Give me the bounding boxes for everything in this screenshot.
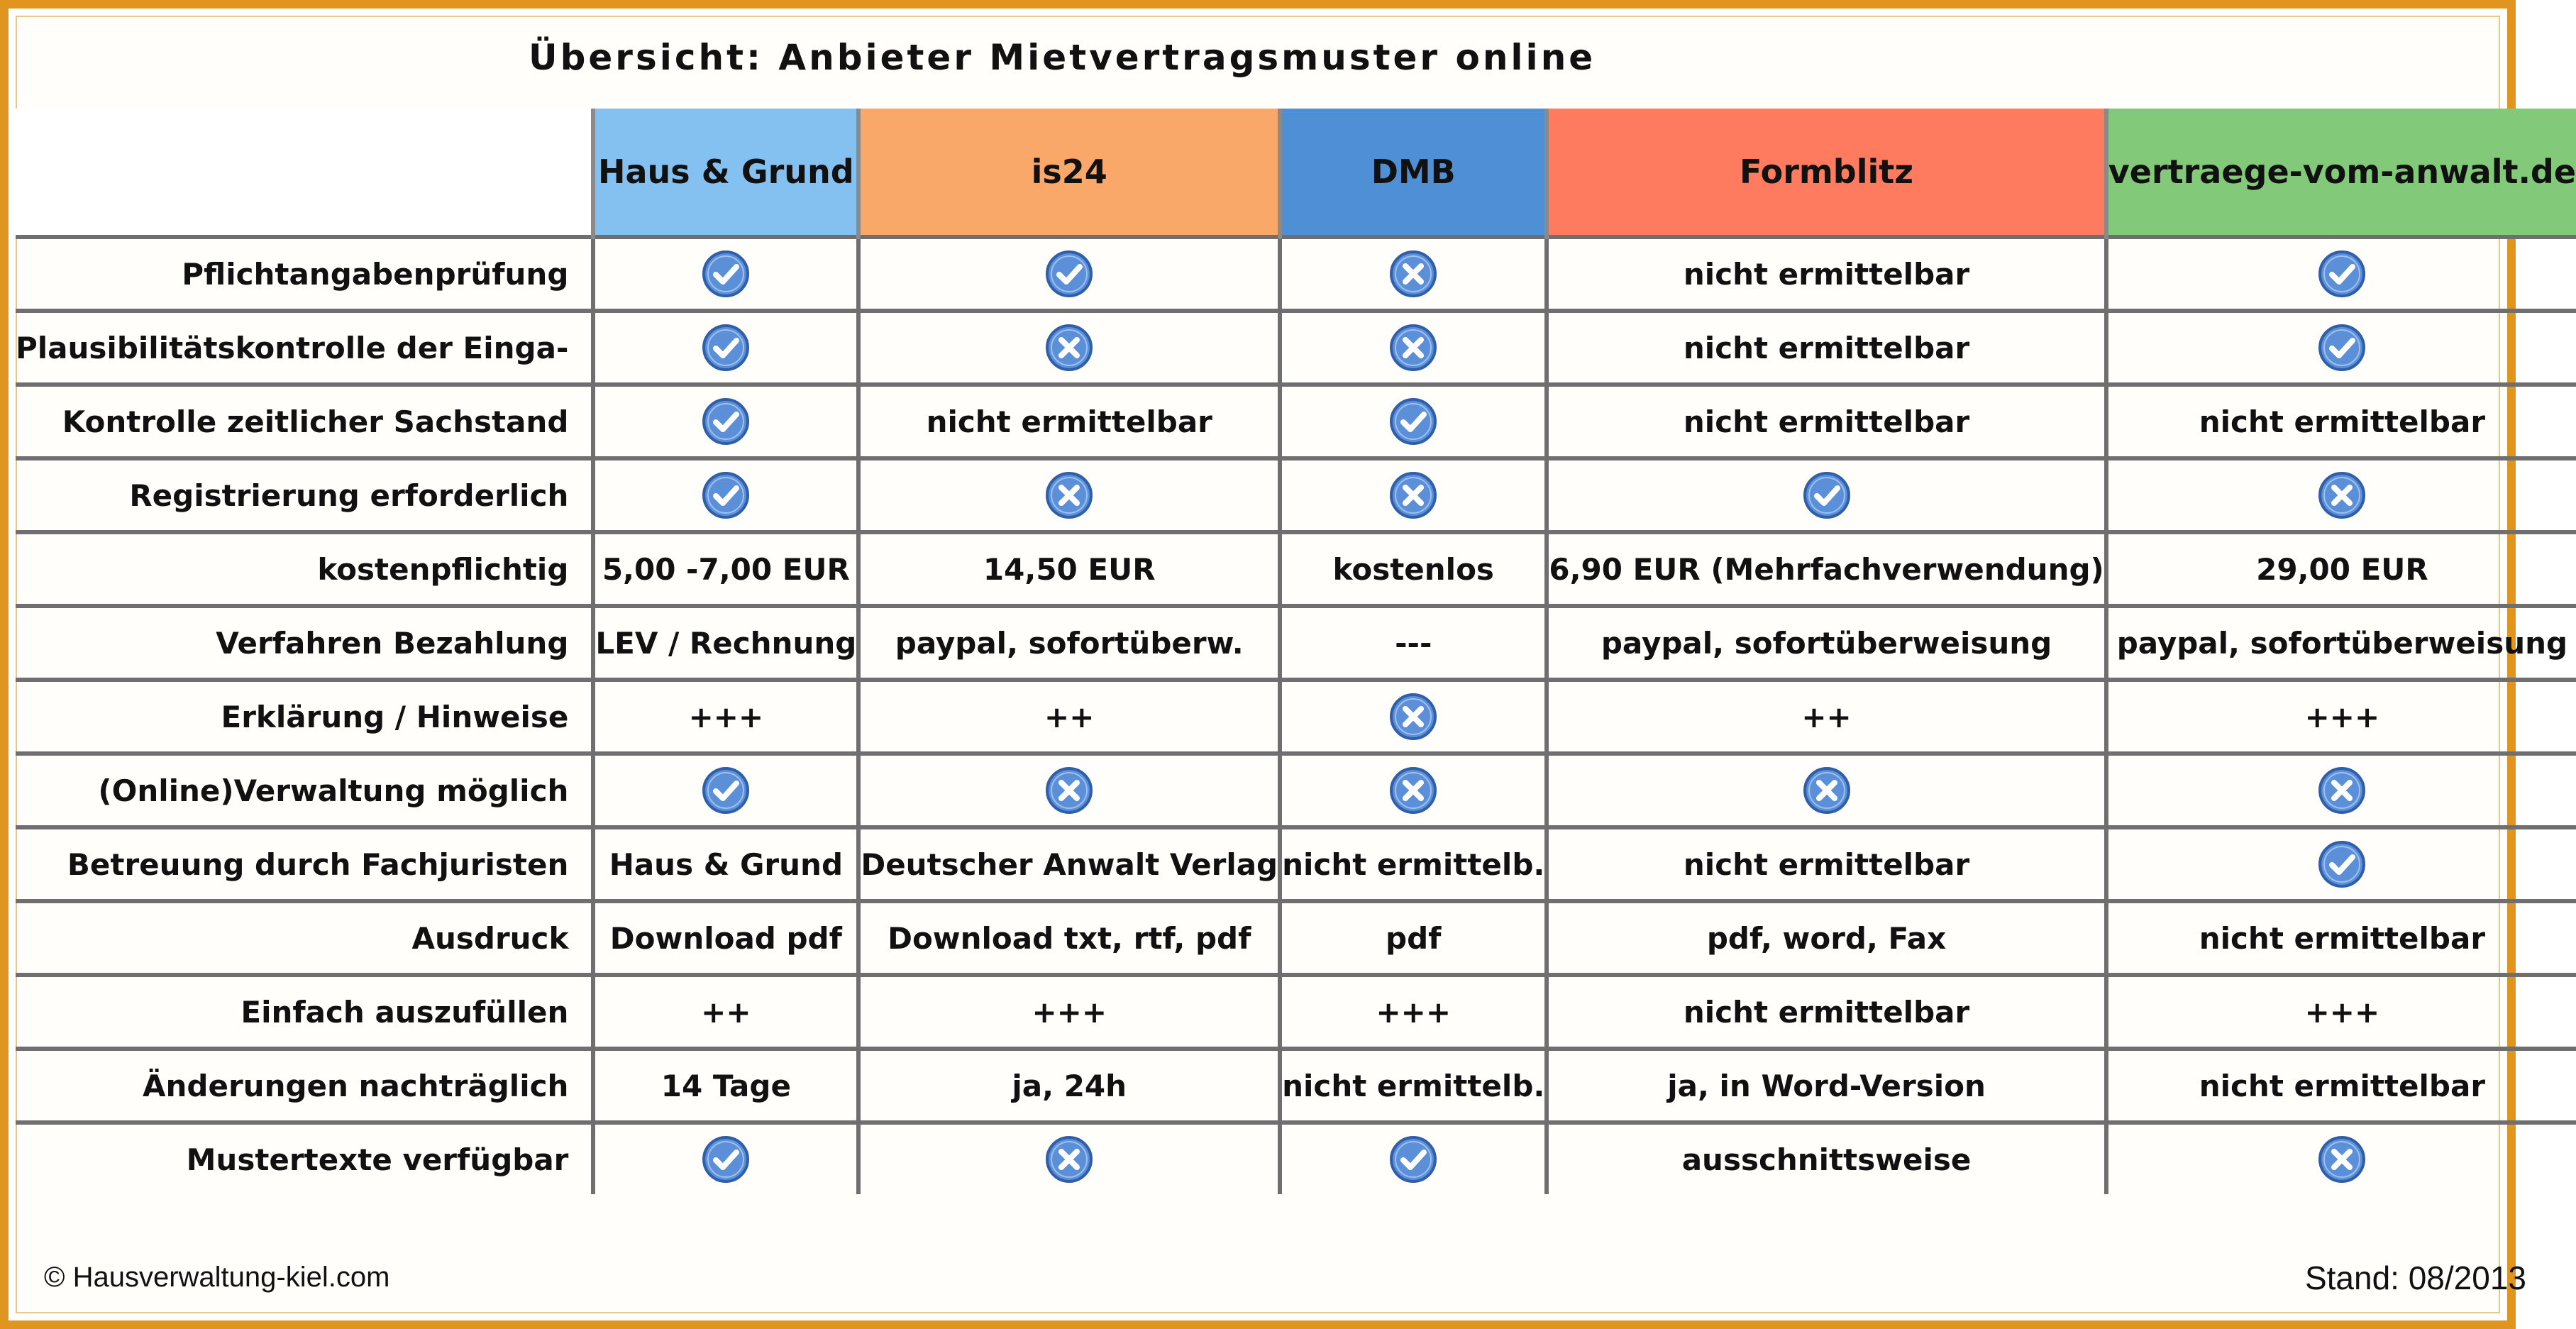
table-cell xyxy=(1280,754,1547,827)
table-row xyxy=(16,237,2576,311)
check-circle-icon xyxy=(701,323,751,373)
x-circle-icon xyxy=(1388,470,1438,520)
table-cell xyxy=(593,1123,858,1194)
table-cell: --- xyxy=(1280,606,1547,680)
table-cell: +++ xyxy=(593,680,858,754)
row-label: Plausibilitätskontrolle der Einga- xyxy=(16,311,593,385)
x-circle-icon xyxy=(1388,249,1438,299)
table-cell: Download pdf xyxy=(593,901,858,975)
table-cell: paypal, sofortüberweisung xyxy=(1547,606,2106,680)
copyright-text: © Hausverwaltung-kiel.com xyxy=(44,1262,390,1293)
x-circle-icon xyxy=(1044,1135,1094,1184)
table-cell xyxy=(858,458,1280,532)
table-cell: +++ xyxy=(858,975,1280,1049)
table-cell: 6,90 EUR (Mehrfachverwendung) xyxy=(1547,532,2106,606)
x-circle-icon xyxy=(1388,766,1438,815)
table-cell: nicht ermittelbar xyxy=(1547,311,2106,385)
table-row xyxy=(16,680,2576,754)
provider-header: is24 xyxy=(858,109,1280,237)
table-cell xyxy=(2106,827,2576,901)
comparison-table xyxy=(16,109,2576,1194)
table-cell xyxy=(858,1123,1280,1194)
table-cell: +++ xyxy=(1280,975,1547,1049)
x-circle-icon xyxy=(1044,323,1094,373)
table-cell xyxy=(2106,311,2576,385)
header-corner xyxy=(16,109,593,237)
row-label: Einfach auszufüllen xyxy=(16,975,593,1049)
table-cell xyxy=(858,311,1280,385)
table-row xyxy=(16,975,2576,1049)
table-cell: nicht ermittelbar xyxy=(2106,1049,2576,1123)
row-label: Betreuung durch Fachjuristen xyxy=(16,827,593,901)
row-label: kostenpflichtig xyxy=(16,532,593,606)
table-cell xyxy=(2106,458,2576,532)
table-cell: ja, in Word-Version xyxy=(1547,1049,2106,1123)
table-cell xyxy=(1547,754,2106,827)
table-cell xyxy=(2106,237,2576,311)
row-label: Registrierung erforderlich xyxy=(16,458,593,532)
check-circle-icon xyxy=(701,249,751,299)
table-cell xyxy=(1280,385,1547,458)
table-cell xyxy=(593,458,858,532)
table-cell: nicht ermittelbar xyxy=(1547,975,2106,1049)
table-row xyxy=(16,532,2576,606)
stand-date: Stand: 08/2013 xyxy=(2304,1259,2526,1296)
row-label: (Online)Verwaltung möglich xyxy=(16,754,593,827)
table-cell: ++ xyxy=(1547,680,2106,754)
table-cell: 5,00 -7,00 EUR xyxy=(593,532,858,606)
row-label: Verfahren Bezahlung xyxy=(16,606,593,680)
provider-header: DMB xyxy=(1280,109,1547,237)
row-label: Ausdruck xyxy=(16,901,593,975)
table-cell: nicht ermittelbar xyxy=(2106,385,2576,458)
row-label: Änderungen nachträglich xyxy=(16,1049,593,1123)
check-circle-icon xyxy=(1802,470,1852,520)
row-label: Kontrolle zeitlicher Sachstand xyxy=(16,385,593,458)
table-cell xyxy=(593,385,858,458)
table-cell xyxy=(593,754,858,827)
table-cell: Download txt, rtf, pdf xyxy=(858,901,1280,975)
table-cell xyxy=(2106,754,2576,827)
table-row xyxy=(16,385,2576,458)
table-cell: paypal, sofortüberweisung xyxy=(2106,606,2576,680)
check-circle-icon xyxy=(2317,323,2367,373)
table-cell xyxy=(1280,1123,1547,1194)
table-cell: kostenlos xyxy=(1280,532,1547,606)
table-cell: nicht ermittelbar xyxy=(1547,827,2106,901)
table-cell: nicht ermittelb. xyxy=(1280,827,1547,901)
table-row xyxy=(16,827,2576,901)
table-cell: +++ xyxy=(2106,975,2576,1049)
table-row xyxy=(16,1123,2576,1194)
row-label: Pflichtangabenprüfung xyxy=(16,237,593,311)
table-cell: Deutscher Anwalt Verlag xyxy=(858,827,1280,901)
table-cell: pdf xyxy=(1280,901,1547,975)
check-circle-icon xyxy=(701,1135,751,1184)
x-circle-icon xyxy=(1802,766,1852,815)
row-label: Mustertexte verfügbar xyxy=(16,1123,593,1194)
table-row xyxy=(16,1049,2576,1123)
table-cell xyxy=(1280,458,1547,532)
table-cell: 29,00 EUR xyxy=(2106,532,2576,606)
x-circle-icon xyxy=(1388,323,1438,373)
table-row xyxy=(16,606,2576,680)
table-cell: Haus & Grund xyxy=(593,827,858,901)
x-circle-icon xyxy=(2317,1135,2367,1184)
check-circle-icon xyxy=(2317,839,2367,889)
table-cell xyxy=(858,754,1280,827)
check-circle-icon xyxy=(1388,1135,1438,1184)
x-circle-icon xyxy=(1044,766,1094,815)
table-cell: ausschnittsweise xyxy=(1547,1123,2106,1194)
table-row xyxy=(16,901,2576,975)
table-cell: paypal, sofortüberw. xyxy=(858,606,1280,680)
table-cell xyxy=(593,237,858,311)
check-circle-icon xyxy=(701,470,751,520)
row-label: Erklärung / Hinweise xyxy=(16,680,593,754)
check-circle-icon xyxy=(1388,397,1438,446)
table-cell xyxy=(1280,237,1547,311)
table-cell: nicht ermittelbar xyxy=(858,385,1280,458)
table-cell xyxy=(1280,680,1547,754)
check-circle-icon xyxy=(701,397,751,446)
x-circle-icon xyxy=(1044,470,1094,520)
provider-header: vertraege-vom-anwalt.de xyxy=(2106,109,2576,237)
check-circle-icon xyxy=(2317,249,2367,299)
table-cell: nicht ermittelbar xyxy=(1547,237,2106,311)
table-cell xyxy=(2106,1123,2576,1194)
x-circle-icon xyxy=(2317,470,2367,520)
table-cell: +++ xyxy=(2106,680,2576,754)
table-cell: 14 Tage xyxy=(593,1049,858,1123)
table-cell: ja, 24h xyxy=(858,1049,1280,1123)
table-cell xyxy=(593,311,858,385)
check-circle-icon xyxy=(1044,249,1094,299)
table-cell: nicht ermittelb. xyxy=(1280,1049,1547,1123)
x-circle-icon xyxy=(2317,766,2367,815)
table-row xyxy=(16,311,2576,385)
table-cell: nicht ermittelbar xyxy=(1547,385,2106,458)
table-cell: 14,50 EUR xyxy=(858,532,1280,606)
provider-header: Haus & Grund xyxy=(593,109,858,237)
table-cell: nicht ermittelbar xyxy=(2106,901,2576,975)
table-cell: ++ xyxy=(593,975,858,1049)
check-circle-icon xyxy=(701,766,751,815)
header-row xyxy=(16,109,2576,237)
page-title: Übersicht: Anbieter Mietvertragsmuster online xyxy=(529,37,1596,78)
table-cell xyxy=(1547,458,2106,532)
table-cell xyxy=(858,237,1280,311)
table-cell: pdf, word, Fax xyxy=(1547,901,2106,975)
provider-header: Formblitz xyxy=(1547,109,2106,237)
x-circle-icon xyxy=(1388,692,1438,741)
table-row xyxy=(16,754,2576,827)
table-cell: ++ xyxy=(858,680,1280,754)
table-cell: LEV / Rechnung xyxy=(593,606,858,680)
table-cell xyxy=(1280,311,1547,385)
table-row xyxy=(16,458,2576,532)
